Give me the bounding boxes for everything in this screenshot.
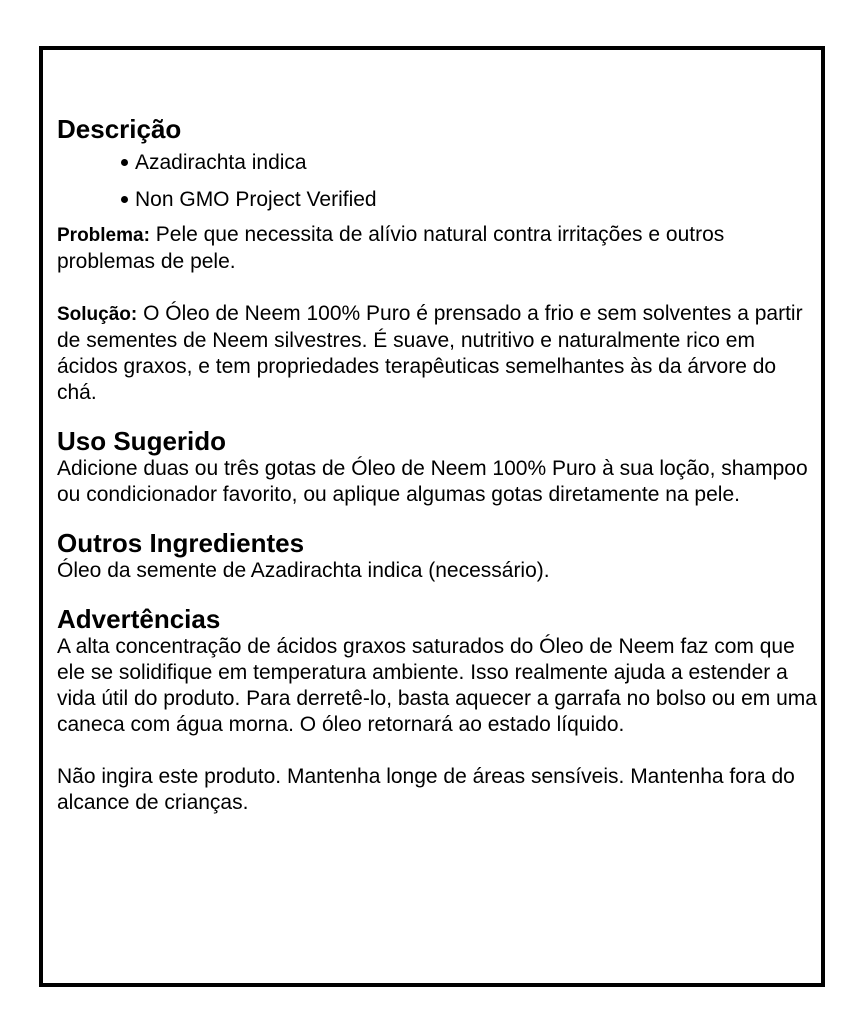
list-item xyxy=(121,187,817,213)
advertencias-text-2: Não ingira este produto. Mantenha longe de áreas sensíveis. Mantenha fora do alcance de crianças. xyxy=(57,765,795,814)
advertencias-text-1: A alta concentração de ácidos graxos saturados do Óleo de Neem faz com que ele se solidifique em temperatura ambiente. Isso realmente ajuda a estender a vida útil do produto. Para derretê-lo, basta aquecer a garrafa no bolso ou em uma caneca com água morna. O óleo retornará ao estado líquido. xyxy=(57,635,817,736)
solucao-label: Solução: xyxy=(57,304,138,325)
solucao-paragraph xyxy=(57,301,817,406)
uso-heading: Uso Sugerido xyxy=(57,426,227,456)
outros-text: Óleo da semente de Azadirachta indica (necessário). xyxy=(57,559,550,582)
solucao-text: O Óleo de Neem 100% Puro é prensado a frio e sem solventes a partir de sementes de Neem silvestres. É suave, nutritivo e naturalmente rico em ácidos graxos, e tem propriedades terapêuticas semelhantes às da árvore do chá. xyxy=(57,302,803,404)
bullet-text: Non GMO Project Verified xyxy=(135,188,377,211)
product-info-content xyxy=(57,114,817,816)
outros-heading: Outros Ingredientes xyxy=(57,528,305,558)
advertencias-heading: Advertências xyxy=(57,604,221,634)
product-info-panel xyxy=(39,46,825,987)
list-item xyxy=(121,150,817,176)
descricao-heading: Descrição xyxy=(57,114,182,144)
problema-text: Pele que necessita de alívio natural contra irritações e outros problemas de pele. xyxy=(57,223,725,273)
bullet-icon xyxy=(121,196,128,203)
bullet-text: Azadirachta indica xyxy=(135,151,307,174)
problema-label: Problema: xyxy=(57,225,150,246)
descricao-bullet-list xyxy=(57,150,817,213)
problema-paragraph xyxy=(57,222,817,275)
uso-text: Adicione duas ou três gotas de Óleo de Neem 100% Puro à sua loção, shampoo ou condicionador favorito, ou aplique algumas gotas diretamente na pele. xyxy=(57,457,808,506)
bullet-icon xyxy=(121,159,128,166)
